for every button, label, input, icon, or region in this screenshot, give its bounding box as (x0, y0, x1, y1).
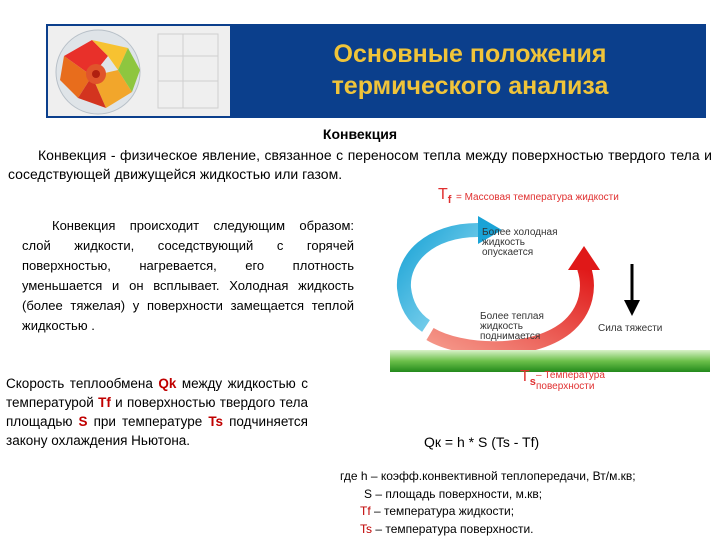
cold-label: Более холодная жидкость опускается (482, 227, 558, 258)
legend-line-4: Ts – температура поверхности. (360, 521, 534, 536)
ts-symbol: $T_s$ (520, 368, 536, 389)
definition-text: - физическое явление, связанное с переносом тепла между поверхностью твердого тела и соседствующей движущейся жидкостью или газом. (8, 147, 712, 182)
warm-label: Более теплая жидкость поднимается (480, 311, 544, 342)
legend-line-1: где h – коэфф.конвективной теплопередачи, Вт/м.кв; (340, 469, 636, 483)
definition-keyword: Конвекция (38, 147, 107, 163)
process-text: Конвекция происходит следующим образом: слой жидкости, соседствующий с горячей поверхностью, нагревается, его плотность уменьшается и он всплывает. Холодная жидкость (более тяжелая) у поверхности замещается теплой жидкостью . (22, 218, 354, 333)
definition-paragraph (8, 146, 712, 184)
rate-qk: Qk (158, 376, 177, 391)
rate-text-4: при температуре (87, 414, 209, 429)
rate-text-2: между жидкостью с температурой (6, 376, 308, 410)
title-line-1: Основные положения (333, 40, 607, 68)
gravity-label: Сила тяжести (598, 323, 663, 334)
rate-text-5: подчиняется закону охлаждения Ньютона. (6, 414, 308, 448)
tf-description: = Массовая температура жидкости (456, 192, 619, 203)
rate-text-3: и поверхностью твердого тела площадью (6, 395, 308, 429)
title-line-2: термического анализа (331, 72, 609, 100)
legend-line-3: Tf – температура жидкости; (360, 504, 515, 518)
legend-line-2: S – площадь поверхности, м.кв; (364, 486, 543, 501)
formula-legend (340, 468, 712, 538)
rate-ts: Ts (208, 414, 224, 429)
tf-symbol: $T_f$ (438, 186, 452, 207)
page-title (250, 38, 690, 102)
rate-paragraph (6, 374, 308, 450)
newton-formula: Qк = h * S (Ts - Tf) (424, 434, 540, 450)
section-subtitle: Конвекция (322, 126, 398, 142)
process-paragraph (22, 216, 354, 336)
cold-arrow (404, 230, 478, 326)
gravity-arrow-head (624, 300, 640, 316)
rate-text-1: Скорость теплообмена (6, 376, 159, 391)
warm-arrow-head (568, 246, 600, 270)
ts-description: – Температура поверхности (536, 370, 605, 392)
header-model-image (48, 26, 230, 116)
rate-tf: Tf (98, 395, 111, 410)
surface-bar (390, 350, 710, 372)
rate-s: S (78, 414, 88, 429)
